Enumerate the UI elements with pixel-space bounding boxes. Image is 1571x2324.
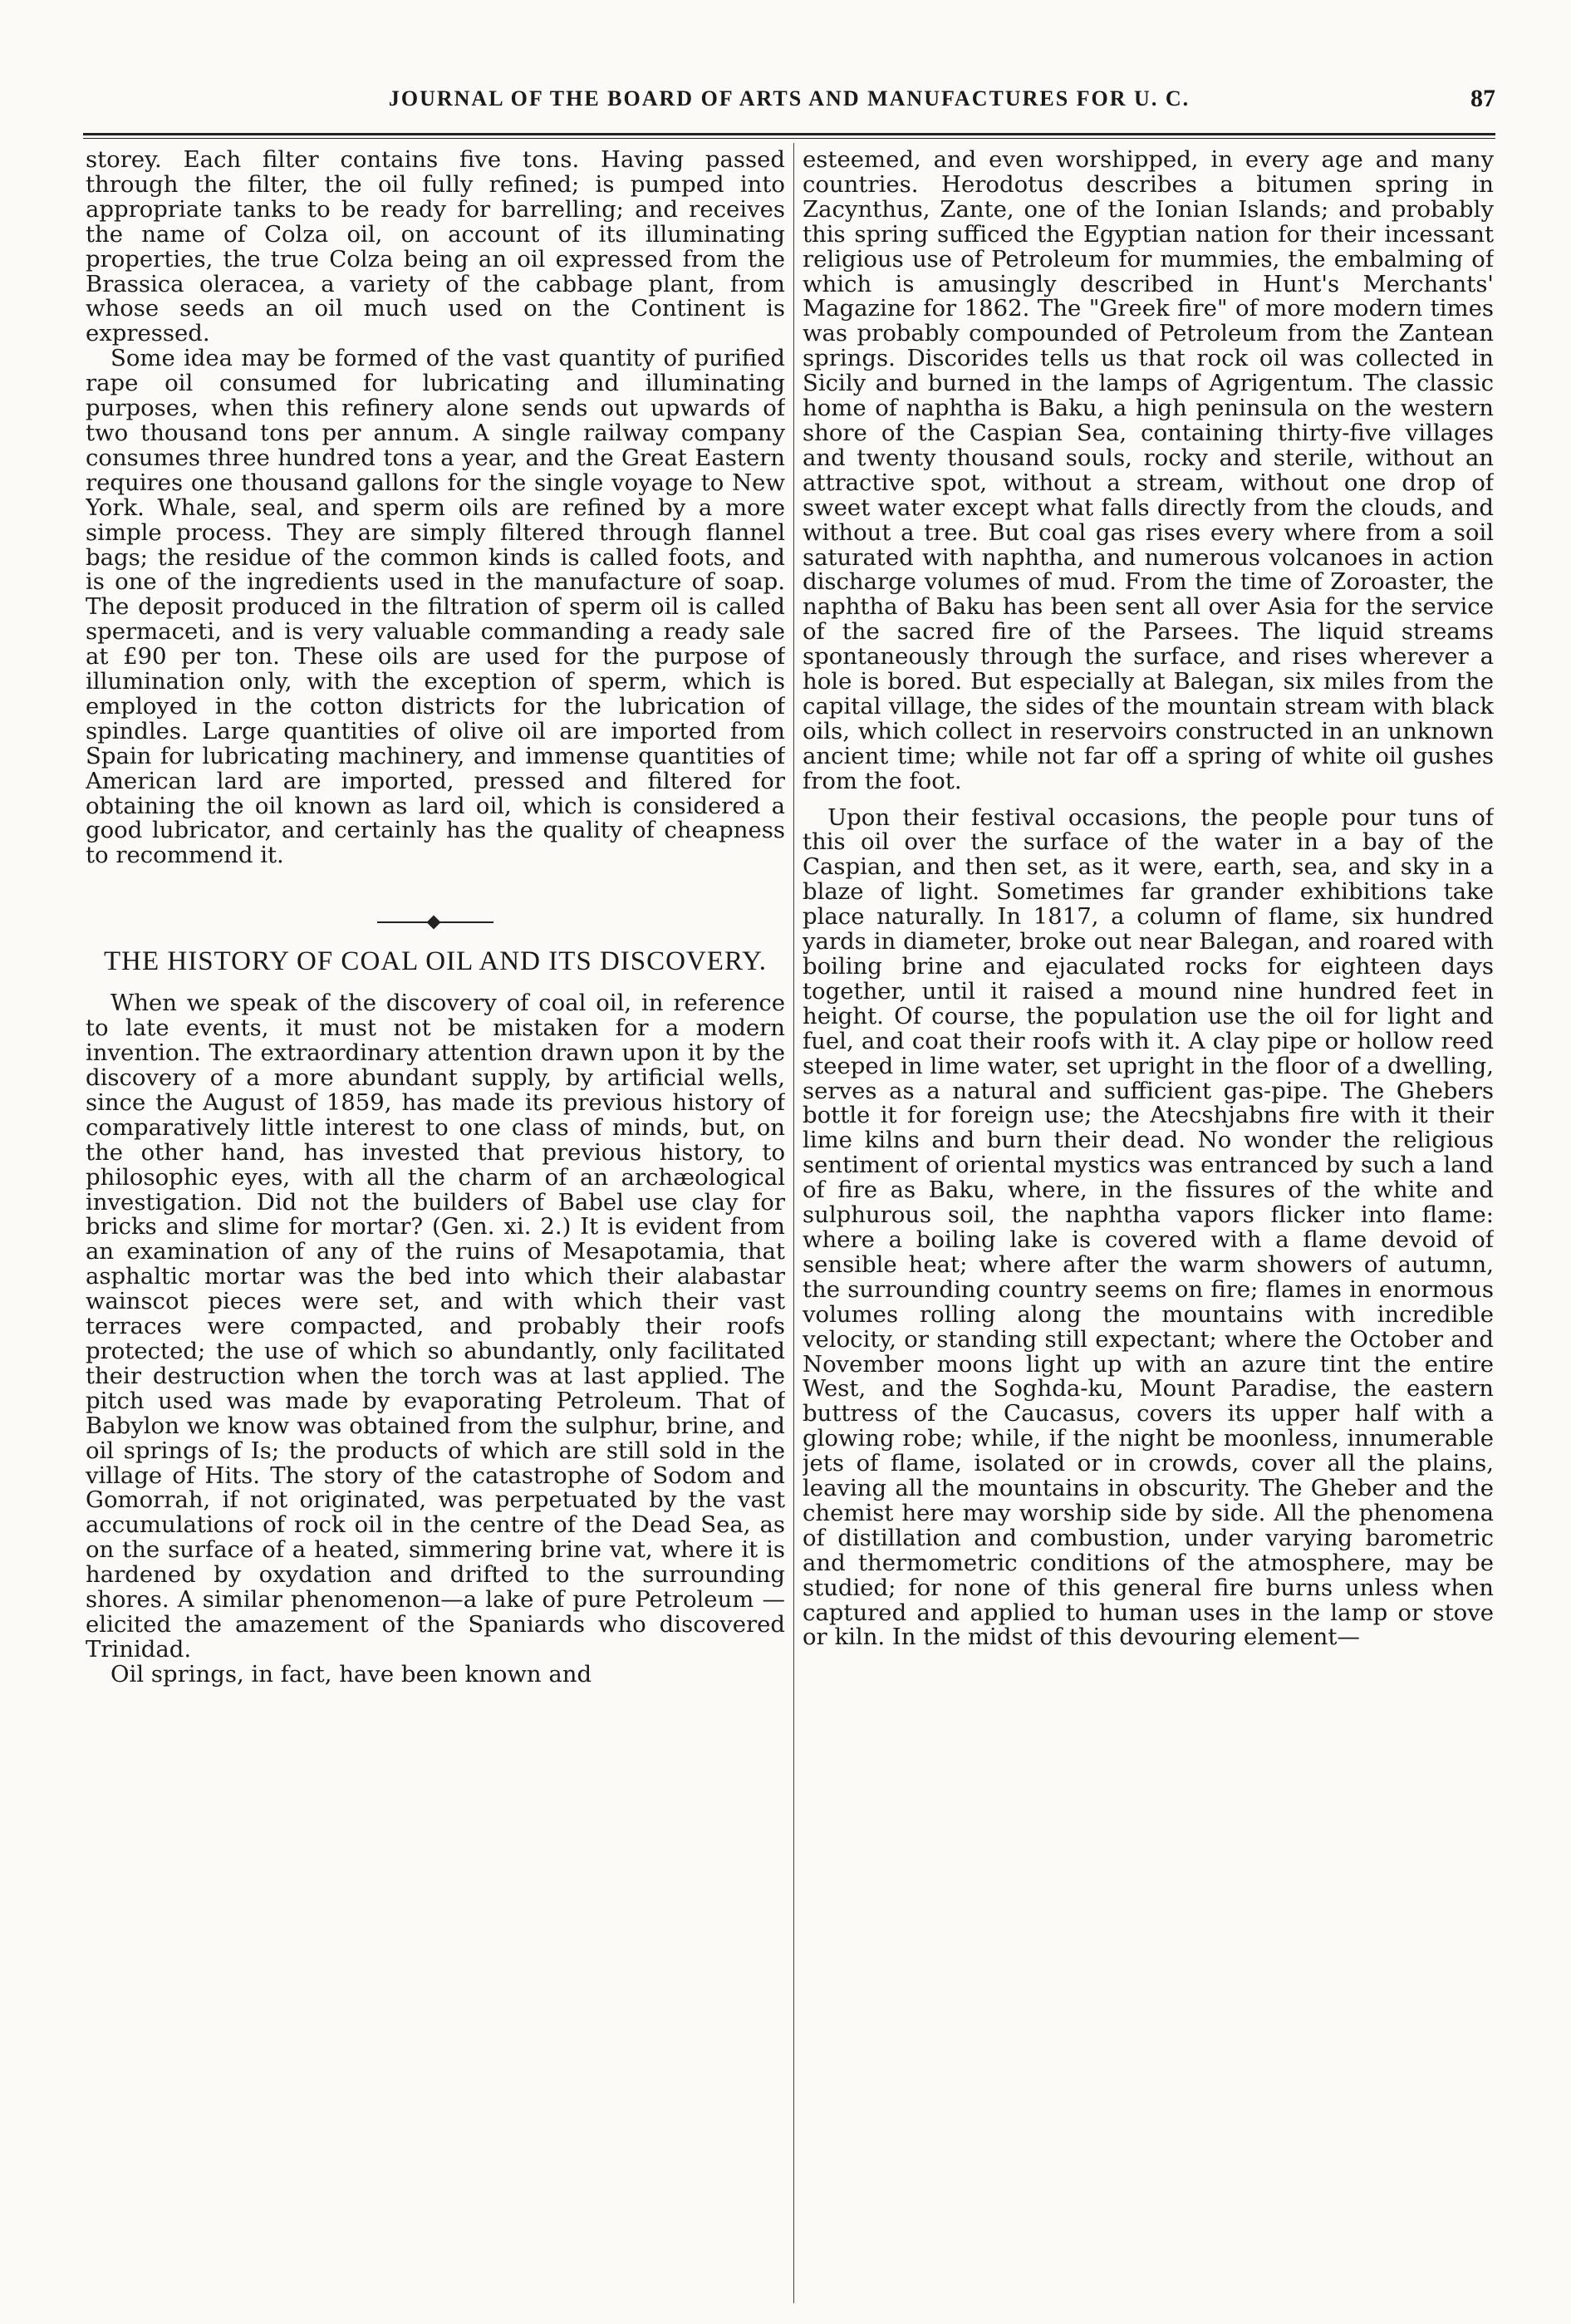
left-paragraph-4: Oil springs, in fact, have been known and	[110, 1660, 592, 1688]
header-rule-thin	[83, 138, 1495, 139]
running-title: JOURNAL OF THE BOARD OF ARTS AND MANUFACTURES FOR U. C.	[388, 86, 1191, 111]
section-separator	[377, 921, 493, 923]
page-header	[83, 83, 1495, 133]
left-paragraph-1: storey. Each filter contains five tons. Having passed through the filter, the oil fully refined; is pumped into appropriate tanks to be ready for barrelling; and receives the name of Colza oil, on account of its illuminating properties, the true Colza being an oil expressed from the Brassica oleracea, a variety of the cabbage plant, from whose seeds an oil much used on the Continent is expressed.	[86, 148, 785, 347]
header-rule-thick	[83, 133, 1495, 135]
column-divider	[793, 143, 794, 2303]
left-paragraph-3: When we speak of the discovery of coal oil, in reference to late events, it must not be mistaken for a modern invention. The extraordinary attention drawn upon it by the discovery of a more abundant supply, by artificial wells, since the August of 1859, has made its previous history of comparatively little interest to one class of minds, but, on the other hand, has invested that previous history, to philosophic eyes, with all the charm of an archæological investigation. Did not the builders of Babel use clay for bricks and slime for mortar? (Gen. xi. 2.) It is evident from an examination of any of the ruins of Mesapotamia, that asphaltic mortar was the bed into which their alabastar wainscot pieces were set, and with which their vast terraces were compacted, and probably their roofs protected; the use of which so abundantly, only facilitated their destruction when the torch was at last applied. The pitch used was made by evaporating Petroleum. That of Babylon we know was obtained from the sulphur, brine, and oil springs of Is; the products of which are still sold in the village of Hits. The story of the catastrophe of Sodom and Gomorrah, if not originated, was perpetuated by the vast accumulations of rock oil in the centre of the Dead Sea, as on the surface of a heated, simmering brine vat, where it is hardened by oxydation and drifted to the surrounding shores. A similar phenomenon—a lake of pure Petroleum —elicited the amazement of the Spaniards who discovered Trinidad.	[86, 990, 785, 1663]
right-paragraph-1: esteemed, and even worshipped, in every age and many countries. Herodotus describes a bitumen spring in Zacynthus, Zante, one of the Ionian Islands; and probably this spring sufficed the Egyptian nation for their incessant religious use of Petroleum for mummies, the embalming of which is amusingly described in Hunt's Merchants' Magazine for 1862. The "Greek fire" of more modern times was probably compounded of Petroleum from the Zantean springs. Discorides tells us that rock oil was collected in Sicily and burned in the lamps of Agrigentum. The classic home of naphtha is Baku, a high peninsula on the western shore of the Caspian Sea, containing thirty-five villages and twenty thousand souls, rocky and sterile, without an attractive spot, without a stream, without one drop of sweet water except what falls directly from the clouds, and without a tree. But coal gas rises every where from a soil saturated with naphtha, and numerous volcanoes in action discharge volumes of mud. From the time of Zoroaster, the naphtha of Baku has been sent all over Asia for the service of the sacred fire of the Parsees. The liquid streams spontaneously through the surface, and rises wherever a hole is bored. But especially at Balegan, six miles from the capital village, the sides of the mountain stream with black oils, which collect in reservoirs constructed in an unknown ancient time; while not far off a spring of white oil gushes from the foot.	[803, 148, 1494, 794]
right-paragraph-2: Upon their festival occasions, the people pour tuns of this oil over the surface of the water in a bay of the Caspian, and then set, as it were, earth, sea, and sky in a blaze of light. Sometimes far grander exhibitions take place naturally. In 1817, a column of flame, six hundred yards in diameter, broke out near Balegan, and roared with boiling brine and ejaculated rocks for eighteen days together, until it raised a mound nine hundred feet in height. Of course, the population use the oil for light and fuel, and coat their roofs with it. A clay pipe or hollow reed steeped in lime water, set upright in the floor of a dwelling, serves as a natural and sufficient gas-pipe. The Ghebers bottle it for foreign use; the Atecshjabns fire with it their lime kilns and burn their dead. No wonder the religious sentiment of oriental mystics was entranced by such a land of fire as Baku, where, in the fissures of the white and sulphurous soil, the naphtha vapors flicker into flame: where a boiling lake is covered with a flame devoid of sensible heat; where after the warm showers of autumn, the surrounding country seems on fire; flames in enormous volumes rolling along the mountains with incredible velocity, or standing still expectant; where the October and November moons light up with an azure tint the entire West, and the Soghda-ku, Mount Paradise, the eastern buttress of the Caucasus, covers its upper half with a glowing robe; while, if the night be moonless, innumerable jets of flame, isolated or in crowds, cover all the plains, leaving all the mountains in obscurity. The Gheber and the chemist here may worship side by side. All the phenomena of distillation and combustion, under varying barometric and thermometric conditions of the atmosphere, may be studied; for none of this general fire burns unless when captured and applied to human uses in the lamp or stove or kiln. In the midst of this devouring element—	[803, 803, 1494, 1651]
page-number: 87	[1470, 85, 1495, 112]
left-paragraph-2: Some idea may be formed of the vast quantity of purified rape oil consumed for lubricating and illuminating purposes, when this refinery alone sends out upwards of two thousand tons per annum. A single railway company consumes three hundred tons a year, and the Great Eastern requires one thousand gallons for the single voyage to New York. Whale, seal, and sperm oils are refined by a more simple process. They are simply filtered through flannel bags; the residue of the common kinds is called foots, and is one of the ingredients used in the manufacture of soap. The deposit produced in the filtration of sperm oil is called spermaceti, and is very valuable commanding a ready sale at £90 per ton. These oils are used for the purpose of illumination only, with the exception of sperm, which is employed in the cotton districts for the lubrication of spindles. Large quantities of olive oil are imported from Spain for lubricating machinery, and immense quantities of American lard are imported, pressed and filtered for obtaining the oil known as lard oil, which is considered a good lubricator, and certainly has the quality of cheapness to recommend it.	[86, 345, 785, 869]
left-column	[86, 148, 785, 2292]
section-heading: THE HISTORY OF COAL OIL AND ITS DISCOVERY.	[103, 946, 767, 977]
right-column	[803, 148, 1494, 2292]
